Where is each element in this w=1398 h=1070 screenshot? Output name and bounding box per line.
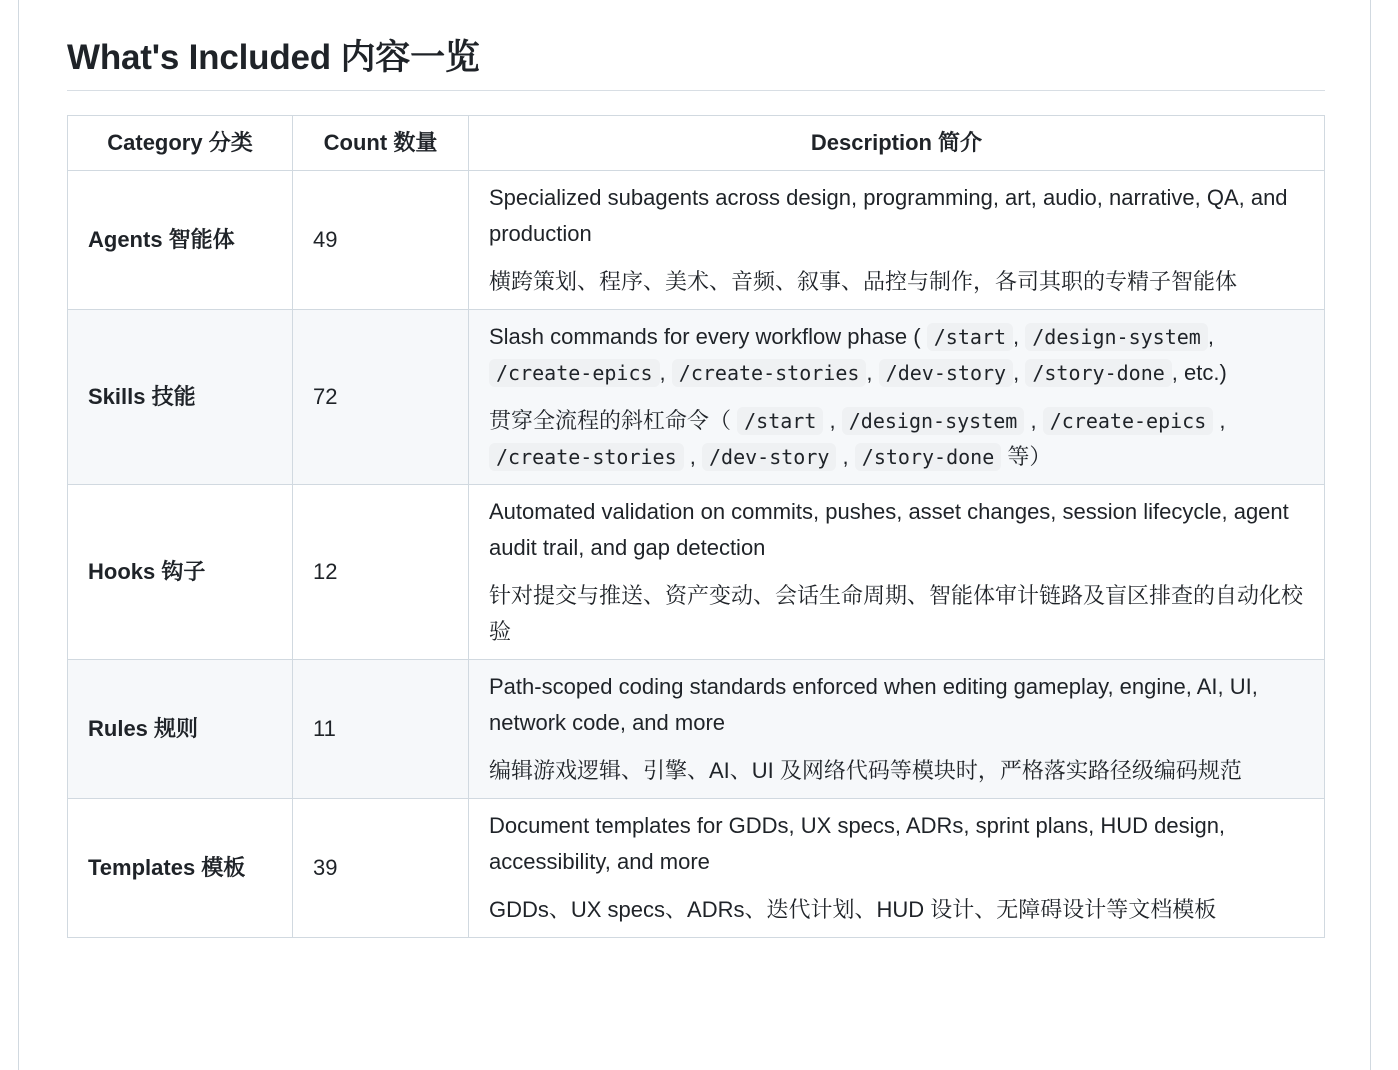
description-chinese: 编辑游戏逻辑、引擎、AI、UI 及网络代码等模块时，严格落实路径级编码规范	[489, 758, 1242, 783]
row-description	[469, 171, 1325, 310]
command-start: /start	[927, 323, 1013, 351]
separator: ,	[1207, 324, 1214, 349]
table-row-templates	[68, 799, 1325, 938]
separator: ,	[842, 444, 849, 469]
separator: ,	[659, 360, 666, 385]
row-category: Hooks 钩子	[68, 485, 293, 660]
description-chinese: 针对提交与推送、资产变动、会话生命周期、智能体审计链路及盲区排查的自动化校验	[489, 583, 1304, 644]
table-header-row	[68, 116, 1325, 171]
description-chinese	[489, 403, 1304, 475]
command-start: /start	[737, 407, 823, 435]
header-count: Count 数量	[293, 116, 469, 171]
row-category: Templates 模板	[68, 799, 293, 938]
separator: ,	[1030, 408, 1037, 433]
command-create-stories: /create-stories	[672, 359, 867, 387]
description-english: Path-scoped coding standards enforced when editing gameplay, engine, AI, UI, network code, and more	[489, 674, 1258, 735]
command-dev-story: /dev-story	[879, 359, 1013, 387]
separator: ,	[1013, 324, 1020, 349]
description-chinese: GDDs、UX specs、ADRs、迭代计划、HUD 设计、无障碍设计等文档模板	[489, 897, 1217, 922]
row-count: 12	[293, 485, 469, 660]
table-row-agents	[68, 171, 1325, 310]
description-english: Specialized subagents across design, programming, art, audio, narrative, QA, and production	[489, 185, 1288, 246]
row-description	[469, 485, 1325, 660]
description-english-prefix: Slash commands for every workflow phase (	[489, 324, 921, 349]
row-count: 11	[293, 660, 469, 799]
command-design-system: /design-system	[1025, 323, 1208, 351]
description-chinese-suffix: 等）	[1007, 444, 1052, 469]
row-category: Skills 技能	[68, 310, 293, 485]
separator: ,	[866, 360, 873, 385]
separator: ,	[1219, 408, 1226, 433]
row-description	[469, 799, 1325, 938]
description-chinese-prefix: 贯穿全流程的斜杠命令（	[489, 408, 732, 433]
command-design-system: /design-system	[842, 407, 1025, 435]
separator: ,	[689, 444, 696, 469]
row-description	[469, 660, 1325, 799]
command-dev-story: /dev-story	[702, 443, 836, 471]
row-count: 39	[293, 799, 469, 938]
row-count: 49	[293, 171, 469, 310]
table-row-rules	[68, 660, 1325, 799]
command-create-epics: /create-epics	[489, 359, 660, 387]
row-category: Agents 智能体	[68, 171, 293, 310]
command-story-done: /story-done	[1025, 359, 1171, 387]
description-english: Document templates for GDDs, UX specs, ADRs, sprint plans, HUD design, accessibility, and more	[489, 813, 1226, 874]
command-create-stories: /create-stories	[489, 443, 684, 471]
row-category: Rules 规则	[68, 660, 293, 799]
row-description	[469, 310, 1325, 485]
description-english-suffix: , etc.)	[1171, 360, 1227, 385]
command-story-done: /story-done	[855, 443, 1001, 471]
section-title: What's Included 内容一览	[67, 30, 1325, 91]
description-english	[489, 319, 1304, 391]
command-create-epics: /create-epics	[1043, 407, 1214, 435]
header-description: Description 简介	[469, 116, 1325, 171]
header-category: Category 分类	[68, 116, 293, 171]
readme-content	[67, 30, 1325, 938]
table-row-hooks	[68, 485, 1325, 660]
row-count: 72	[293, 310, 469, 485]
description-english: Automated validation on commits, pushes, asset changes, session lifecycle, agent audit trail, and gap detection	[489, 499, 1289, 560]
separator: ,	[829, 408, 836, 433]
description-chinese: 横跨策划、程序、美术、音频、叙事、品控与制作，各司其职的专精子智能体	[489, 269, 1238, 294]
separator: ,	[1013, 360, 1020, 385]
included-table	[67, 115, 1325, 938]
table-row-skills	[68, 310, 1325, 485]
